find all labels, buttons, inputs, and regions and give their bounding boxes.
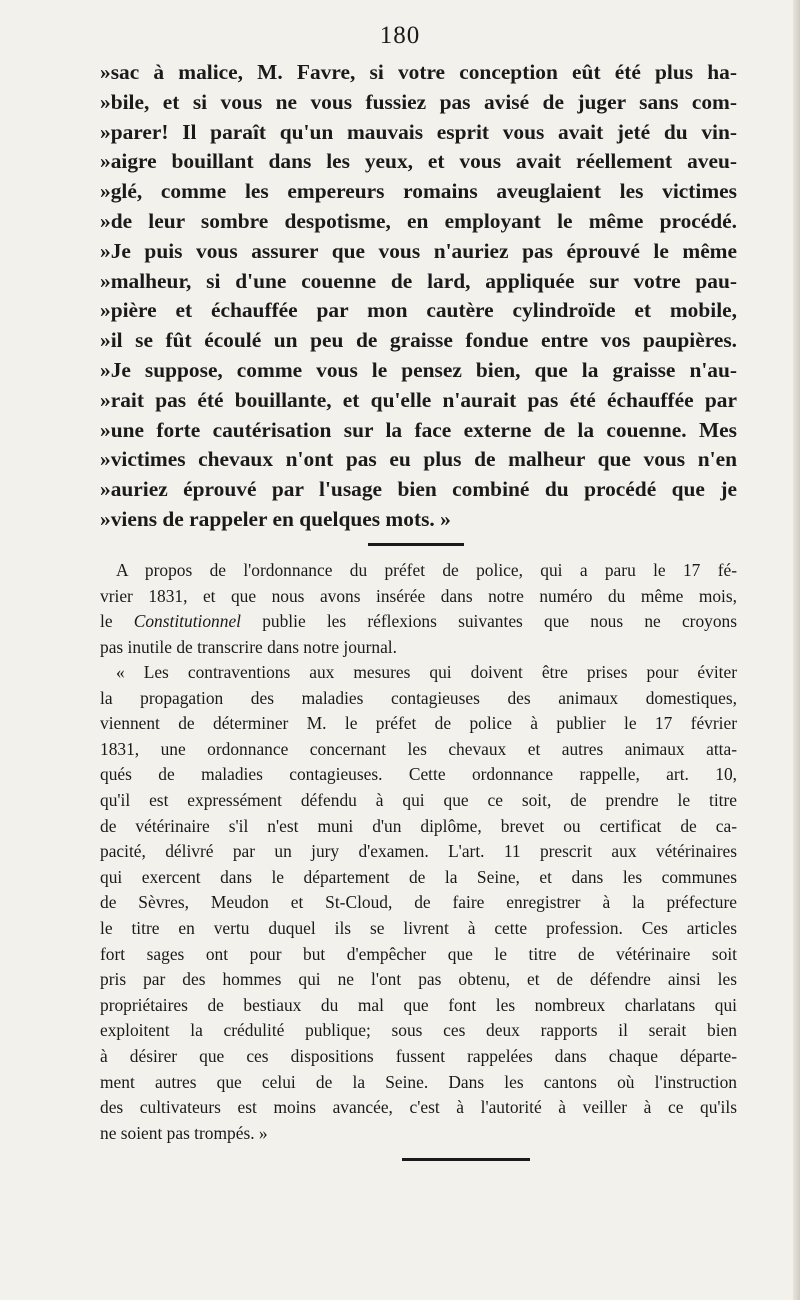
quote-line: des cultivateurs est moins avancée, c'est à l'autorité à veiller à ce qu'ils — [100, 1097, 737, 1118]
quote-line: ment autres que celui de la Seine. Dans les cantons où l'instruction — [100, 1071, 737, 1092]
quote-line: qués de maladies contagieuses. Cette ordonnance rappelle, art. 10, — [100, 764, 737, 785]
note-line-suffix: publie les réflexions suivantes que nous ne croyons — [241, 611, 737, 632]
section-divider — [368, 543, 464, 546]
text-line: »Je puis vous assurer que vous n'auriez pas éprouvé le même — [100, 238, 737, 263]
text-line: »une forte cautérisation sur la face externe de la couenne. Mes — [100, 417, 737, 442]
quote-line: qu'il est expressément défendu à qui que ce soit, de prendre le titre — [100, 789, 737, 810]
quote-line: à désirer que ces dispositions fussent rappelées dans chaque départe- — [100, 1045, 737, 1066]
quote-line: de vétérinaire s'il n'est muni d'un diplôme, brevet ou certificat de ca- — [100, 815, 737, 836]
text-line: »sac à malice, M. Favre, si votre conception eût été plus ha- — [100, 60, 737, 84]
quote-line: qui exercent dans le département de la Seine, et dans les communes — [100, 866, 737, 887]
quote-line: 1831, une ordonnance concernant les chevaux et autres animaux atta- — [100, 738, 737, 759]
text-line: »victimes chevaux n'ont pas eu plus de malheur que vous n'en — [100, 447, 737, 472]
quote-line: ne soient pas trompés. » — [100, 1122, 268, 1143]
text-line: »Je suppose, comme vous le pensez bien, que la graisse n'au- — [100, 357, 737, 382]
main-text-block — [100, 58, 737, 535]
note-line: vrier 1831, et que nous avons insérée dans notre numéro du même mois, — [100, 585, 737, 606]
quote-line: le titre en vertu duquel ils se livrent à cette profession. Ces articles — [100, 917, 737, 938]
note-line-prefix: le — [100, 611, 134, 632]
text-line: »viens de rappeler en quelques mots. » — [100, 506, 451, 531]
text-line: »parer! Il paraît qu'un mauvais esprit vous avait jeté du vin- — [100, 119, 737, 144]
text-line: »auriez éprouvé par l'usage bien combiné du procédé que je — [100, 477, 737, 502]
text-line: »il se fût écoulé un peu de graisse fondue entre vos paupières. — [100, 328, 737, 353]
note-line — [100, 609, 737, 635]
quote-line: de Sèvres, Meudon et St-Cloud, de faire enregistrer à la préfecture — [100, 892, 737, 913]
text-line: »aigre bouillant dans les yeux, et vous avait réellement aveu- — [100, 149, 737, 174]
text-line: »de leur sombre despotisme, en employant le même procédé. — [100, 208, 737, 233]
quote-line: fort sages ont pour but d'empêcher que le titre de vétérinaire soit — [100, 943, 737, 964]
note-intro-block — [100, 558, 737, 660]
quote-line: la propagation des maladies contagieuses des animaux domestiques, — [100, 687, 737, 708]
quote-line: « Les contraventions aux mesures qui doivent être prises pour éviter — [116, 662, 737, 682]
text-line: »rait pas été bouillante, et qu'elle n'aurait pas été échauffée par — [100, 387, 737, 412]
quote-line: pacité, délivré par un jury d'examen. L'art. 11 prescrit aux vétérinaires — [100, 841, 737, 862]
quote-line: viennent de déterminer M. le préfet de police à publier le 17 février — [100, 713, 737, 734]
text-line: »bile, et si vous ne vous fussiez pas avisé de juger sans com- — [100, 89, 737, 114]
page-edge — [793, 0, 800, 1300]
page-number: 180 — [379, 22, 421, 49]
text-line: »pière et échauffée par mon cautère cylindroïde et mobile, — [100, 298, 737, 323]
end-divider — [402, 1158, 530, 1161]
text-line: »malheur, si d'une couenne de lard, appliquée sur votre pau- — [100, 268, 737, 293]
quote-line: propriétaires de bestiaux du mal que font les nombreux charlatans qui — [100, 994, 737, 1015]
quote-block — [100, 660, 737, 1146]
text-line: »glé, comme les empereurs romains aveuglaient les victimes — [100, 179, 737, 204]
quote-line: exploitent la crédulité publique; sous ces deux rapports il serait bien — [100, 1020, 737, 1041]
newspaper-name: Constitutionnel — [133, 611, 241, 632]
quote-line: pris par des hommes qui ne l'ont pas obtenu, et de défendre ainsi les — [100, 969, 737, 990]
note-line: pas inutile de transcrire dans notre journal. — [100, 636, 397, 657]
note-line: A propos de l'ordonnance du préfet de police, qui a paru le 17 fé- — [116, 560, 737, 580]
